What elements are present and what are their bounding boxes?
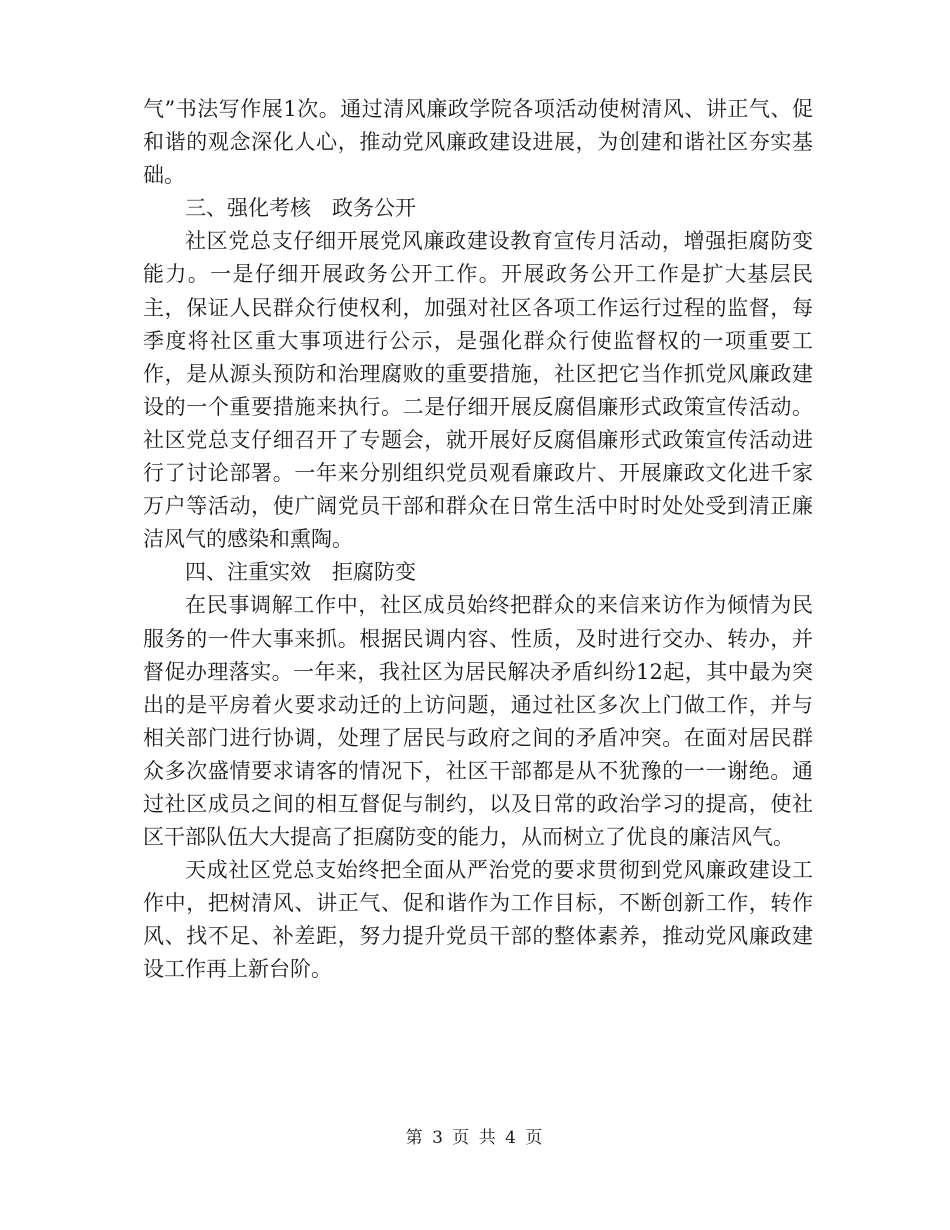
paragraph-continuation: 气”书法写作展1次。通过清风廉政学院各项活动使树清风、讲正气、促和谐的观念深化人心，推动党风廉政建设进展，为创建和谐社区夯实基础。	[143, 97, 813, 188]
paragraph-section-4: 在民事调解工作中，社区成员始终把群众的来信来访作为倾情为民服务的一件大事来抓。根据民调内容、性质，及时进行交办、转办，并督促办理落实。一年来，我社区为居民解决矛盾纠纷12起，其中最为突出的是平房着火要求动迁的上访问题，通过社区多次上门做工作，并与相关部门进行协调，处理了居民与政府之间的矛盾冲突。在面对居民群众多次盛情要求请客的情况下，社区干部都是从不犹豫的一一谢绝。通过社区成员之间的相互督促与制约，以及日常的政治学习的提高，使社区干部队伍大大提高了拒腐防变的能力，从而树立了优良的廉洁风气。	[143, 593, 813, 850]
section-heading-3: 三、强化考核 政务公开	[185, 196, 416, 221]
paragraph-section-3: 社区党总支仔细开展党风廉政建设教育宣传月活动，增强拒腐防变能力。一是仔细开展政务公开工作。开展政务公开工作是扩大基层民主，保证人民群众行使权利，加强对社区各项工作运行过程的监督，每季度将社区重大事项进行公示，是强化群众行使监督权的一项重要工作，是从源头预防和治理腐败的重要措施，社区把它当作抓党风廉政建设的一个重要措施来执行。二是仔细开展反腐倡廉形式政策宣传活动。社区党总支仔细召开了专题会，就开展好反腐倡廉形式政策宣传活动进行了讨论部署。一年来分别组织党员观看廉政片、开展廉政文化进千家万户等活动，使广阔党员干部和群众在日常生活中时时处处受到清正廉洁风气的感染和熏陶。	[143, 229, 813, 552]
paragraph-conclusion: 天成社区党总支始终把全面从严治党的要求贯彻到党风廉政建设工作中，把树清风、讲正气、促和谐作为工作目标，不断创新工作，转作风、找不足、补差距，努力提升党员干部的整体素养，推动党风廉政建设工作再上新台阶。	[143, 858, 813, 982]
document-body	[143, 93, 813, 987]
page-number-footer: 第 3 页 共 4 页	[405, 1128, 545, 1148]
section-heading-4: 四、注重实效 拒腐防变	[185, 560, 416, 585]
